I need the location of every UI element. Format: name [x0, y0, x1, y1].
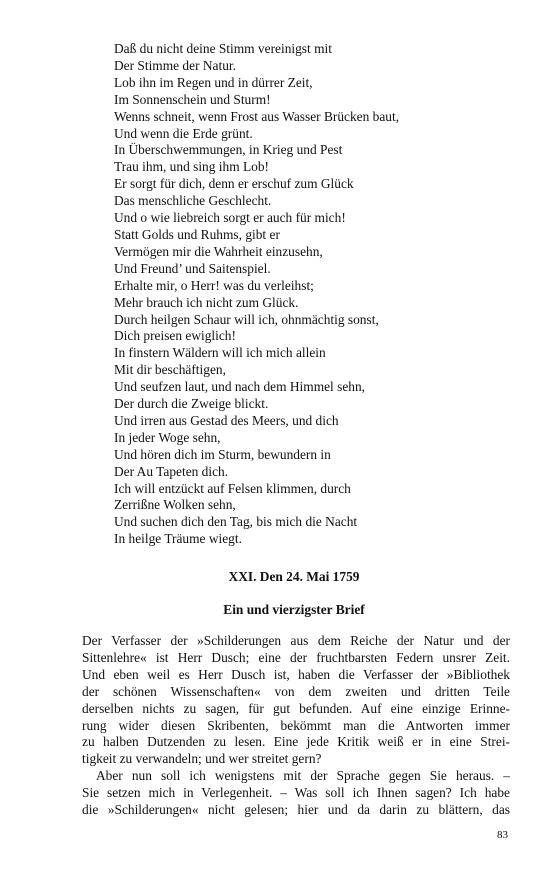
poem-line: In finstern Wäldern will ich mich allein [114, 345, 326, 361]
prose-line: Der Verfasser der »Schilderungen aus dem Reiche der Natur und der [82, 633, 510, 648]
poem-line: In heilge Träume wiegt. [114, 531, 242, 547]
poem-line: Statt Golds und Ruhms, gibt er [114, 226, 280, 242]
poem-line: Vermögen mir die Wahrheit einzusehn, [114, 243, 323, 259]
poem-line: Ich will entzückt auf Felsen klimmen, durch [114, 480, 351, 496]
poem-line: Und suchen dich den Tag, bis mich die Nacht [114, 514, 358, 530]
prose-line: Sie setzen mich in Verlegenheit. – Was soll ich Ihnen sagen? Ich habe [82, 785, 510, 801]
prose-line: tigkeit zu verwandeln; und wer streitet gern? [82, 751, 322, 767]
prose-line: Sittenlehre« ist Herr Dusch; eine der fruchtbarsten Federn unsrer Zeit. [82, 649, 510, 665]
section-heading: XXI. Den 24. Mai 1759 [228, 569, 360, 584]
poem-line: Und hören dich im Sturm, bewundern in [114, 446, 331, 462]
poem-line: Der durch die Zweige blickt. [114, 396, 269, 412]
poem-line: Und seufzen laut, und nach dem Himmel sehn, [114, 379, 366, 395]
poem-line: Und wenn die Erde grünt. [114, 125, 253, 141]
poem-line: Daß du nicht deine Stimm vereinigst mit [114, 41, 332, 56]
letter-heading: Ein und vierzigster Brief [223, 602, 365, 617]
poem-line: Trau ihm, und sing ihm Lob! [114, 159, 269, 175]
poem-line: In jeder Woge sehn, [114, 429, 221, 445]
poem-line: Und o wie liebreich sorgt er auch für mich! [114, 210, 346, 226]
prose-line: der schönen Wissenschaften« von dem zweiten und dritten Teile [82, 683, 510, 699]
poem-line: Der Au Tapeten dich. [114, 463, 229, 479]
poem-line: Dich preisen ewiglich! [114, 328, 236, 344]
poem-line: Er sorgt für dich, denn er erschuf zum Glück [114, 176, 354, 192]
poem-line: Das menschliche Geschlecht. [114, 193, 272, 209]
poem-line: Durch heilgen Schaur will ich, ohnmächtig sonst, [114, 311, 379, 327]
prose-line: derselben nichts zu sagen, für gut befunden. Auf eine einzige Erinne- [82, 700, 510, 716]
poem-line: Erhalte mir, o Herr! was du verleihst; [114, 277, 314, 293]
poem-line: Mehr brauch ich nicht zum Glück. [114, 294, 299, 310]
poem-line: Der Stimme der Natur. [114, 57, 236, 73]
prose-block [82, 633, 510, 819]
prose-line: rung wider diesen Skribenten, bekömmt man die Antworten immer [82, 717, 510, 733]
prose-line: Und eben weil es Herr Dusch ist, haben die Verfasser der »Bibliothek [82, 666, 510, 682]
poem-block [114, 41, 514, 548]
prose-line: die »Schilderungen« nicht gelesen; hier und da darin zu blättern, das [82, 802, 510, 818]
poem-line: Lob ihn im Regen und in dürrer Zeit, [114, 74, 313, 90]
prose-line: zu halben Dutzenden zu lesen. Eine jede Kritik weiß er in eine Strei- [82, 734, 510, 750]
page-number: 83 [497, 829, 508, 841]
poem-line: In Überschwemmungen, in Krieg und Pest [114, 142, 343, 158]
prose-line: Aber nun soll ich wenigstens mit der Sprache gegen Sie heraus. – [96, 768, 510, 784]
poem-line: Zerrißne Wolken sehn, [114, 497, 236, 513]
poem-line: Und Freund’ und Saitenspiel. [114, 260, 271, 276]
poem-line: Im Sonnenschein und Sturm! [114, 91, 271, 107]
poem-line: Und irren aus Gestad des Meers, und dich [114, 412, 339, 428]
poem-line: Wenns schneit, wenn Frost aus Wasser Brücken baut, [114, 108, 400, 124]
poem-line: Mit dir beschäftigen, [114, 362, 226, 378]
